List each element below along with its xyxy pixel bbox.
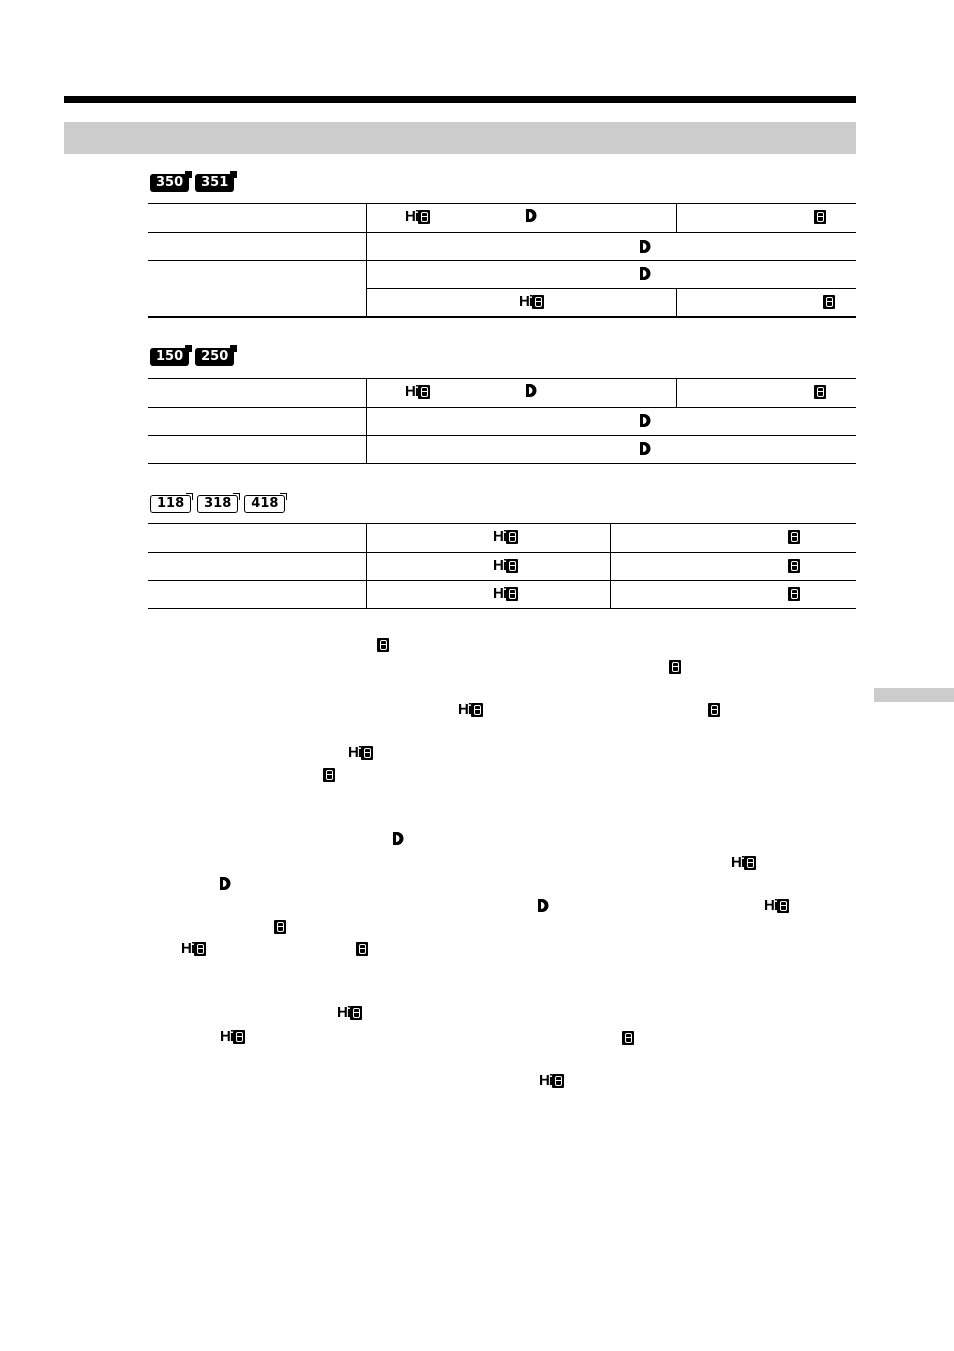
table-row <box>148 204 856 233</box>
hi8-format-icon: Hi <box>405 385 430 399</box>
top-rule <box>64 96 856 103</box>
hi8-format-icon: Hi <box>493 587 518 601</box>
digital8-format-icon <box>637 239 651 254</box>
table-row <box>148 553 856 581</box>
model-badges-118-318-418 <box>150 495 285 513</box>
digital8-format-icon <box>523 208 537 223</box>
hi8-format-icon: Hi <box>458 703 483 717</box>
digital8-format-icon <box>637 266 651 281</box>
hi8-format-icon: Hi <box>493 530 518 544</box>
digital8-format-icon <box>637 413 651 428</box>
compatibility-table-118-318-418 <box>148 523 856 609</box>
digital8-format-icon <box>217 876 231 891</box>
table-row <box>148 581 856 609</box>
hi8-format-icon: Hi <box>405 210 430 224</box>
hi8-format-icon: Hi <box>348 746 373 760</box>
video8-format-icon <box>823 295 835 309</box>
model-badge: 350 <box>150 174 189 192</box>
digital8-format-icon <box>637 441 651 456</box>
video8-format-icon <box>622 1031 634 1045</box>
hi8-format-icon: Hi <box>337 1006 362 1020</box>
table-row <box>148 408 856 436</box>
hi8-format-icon: Hi <box>181 942 206 956</box>
video8-format-icon <box>788 559 800 573</box>
compatibility-table-350-351 <box>148 203 856 318</box>
video8-format-icon <box>814 385 826 399</box>
digital8-format-icon <box>523 383 537 398</box>
model-badge: 250 <box>195 348 234 366</box>
table-row <box>148 436 856 464</box>
model-badge: 351 <box>195 174 234 192</box>
hi8-format-icon: Hi <box>220 1030 245 1044</box>
video8-format-icon <box>814 210 826 224</box>
digital8-format-icon <box>535 898 549 913</box>
hi8-format-icon: Hi <box>539 1074 564 1088</box>
side-index-tab <box>874 688 954 702</box>
section-heading-band <box>64 122 856 154</box>
hi8-format-icon: Hi <box>519 295 544 309</box>
hi8-format-icon: Hi <box>731 856 756 870</box>
video8-format-icon <box>377 638 389 652</box>
model-badges-150-250 <box>150 348 234 366</box>
video8-format-icon <box>708 703 720 717</box>
video8-format-icon <box>274 920 286 934</box>
video8-format-icon <box>356 942 368 956</box>
digital8-format-icon <box>390 831 404 846</box>
model-badge: 318 <box>197 495 238 513</box>
table-row <box>148 524 856 553</box>
model-badge: 150 <box>150 348 189 366</box>
video8-format-icon <box>788 530 800 544</box>
table-row <box>148 233 856 261</box>
model-badge: 418 <box>244 495 285 513</box>
table-row <box>148 379 856 408</box>
hi8-format-icon: Hi <box>493 559 518 573</box>
video8-format-icon <box>323 768 335 782</box>
video8-format-icon <box>669 660 681 674</box>
compatibility-table-150-250 <box>148 378 856 464</box>
table-row <box>148 261 856 318</box>
hi8-format-icon: Hi <box>764 899 789 913</box>
video8-format-icon <box>788 587 800 601</box>
model-badges-350-351 <box>150 174 234 192</box>
model-badge: 118 <box>150 495 191 513</box>
